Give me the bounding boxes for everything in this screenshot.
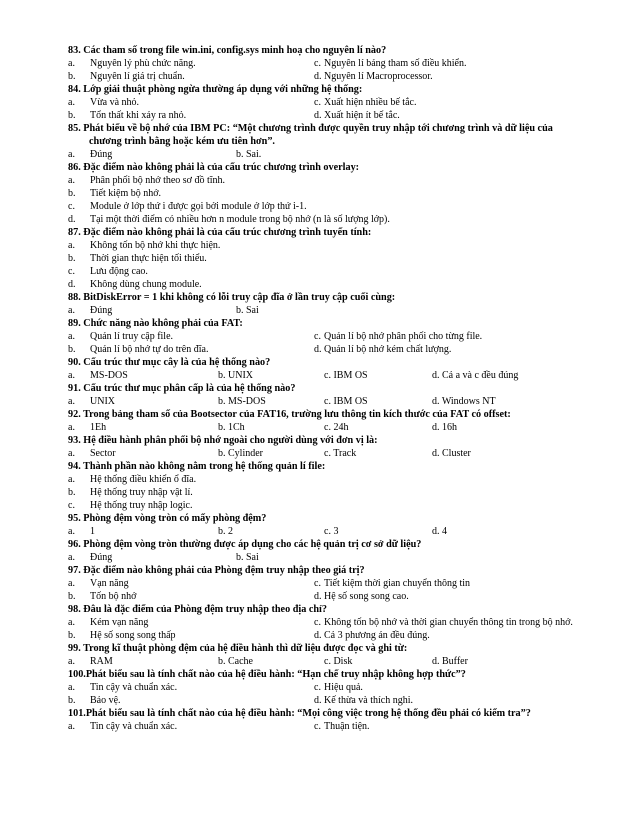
- option-text: d. Cluster: [432, 448, 471, 459]
- option-letter: b.: [68, 487, 76, 498]
- option-letter: c.: [68, 500, 75, 511]
- option-text: Nguyên lý phù chức năng.: [90, 58, 196, 69]
- option-text: b. Sai.: [236, 149, 262, 160]
- option-letter: a.: [68, 370, 75, 381]
- option-letter: a.: [68, 97, 75, 108]
- option-letter: a.: [68, 721, 75, 732]
- option-letter: b.: [68, 344, 76, 355]
- option-text: Phân phối bộ nhớ theo sơ đồ tĩnh.: [90, 175, 226, 186]
- option-text: Nguyên lí bảng tham số điều khiển.: [324, 58, 467, 69]
- option-letter: a.: [68, 552, 75, 563]
- option-text: Thuận tiện.: [324, 721, 370, 732]
- option-letter: c.: [314, 617, 321, 628]
- option-text: Tốn bộ nhớ: [90, 591, 137, 602]
- option-text: Sector: [90, 448, 116, 459]
- option-text: Kém vạn năng: [90, 617, 149, 628]
- question-text: 84. Lớp giải thuật phòng ngừa thường áp dụng với những hệ thống:: [68, 84, 363, 95]
- option-letter: c.: [314, 578, 321, 589]
- option-letter: d.: [314, 110, 322, 121]
- option-text: Hiệu quả.: [324, 682, 363, 693]
- option-letter: b.: [68, 630, 76, 641]
- option-letter: a.: [68, 526, 75, 537]
- option-text: Hệ số song song thấp: [90, 630, 176, 641]
- question-text: 98. Đâu là đặc điểm của Phòng đệm truy nhập theo địa chỉ?: [68, 604, 327, 615]
- option-text: d. 4: [432, 526, 447, 537]
- option-text: b. UNIX: [218, 370, 253, 381]
- option-text: Vừa và nhỏ.: [90, 97, 140, 108]
- option-text: Đúng: [90, 305, 113, 316]
- option-text: Không tốn bộ nhớ và thời gian chuyển thông tin trong bộ nhớ.: [324, 617, 573, 628]
- option-text: Tiết kiệm thời gian chuyển thông tin: [324, 578, 471, 589]
- option-text: Tổn thất khi xảy ra nhỏ.: [90, 110, 187, 121]
- option-letter: c.: [68, 201, 75, 212]
- option-text: b. Cylinder: [218, 448, 263, 459]
- option-letter: a.: [68, 331, 75, 342]
- option-letter: a.: [68, 240, 75, 251]
- option-text: 1Eh: [90, 422, 107, 433]
- question-text: 94. Thành phần nào không nằm trong hệ thống quản lí file:: [68, 461, 326, 472]
- question-text: 96. Phòng đệm vòng tròn thường được áp dụng cho các hệ quản trị cơ sở dữ liệu?: [68, 539, 422, 550]
- question-text: 99. Trong kĩ thuật phòng đệm của hệ điều hành thì dữ liệu được đọc và ghi từ:: [68, 643, 408, 654]
- option-text: Không dùng chung module.: [90, 279, 202, 290]
- option-text: Quản lí truy cập file.: [90, 331, 174, 342]
- question-text: 90. Cấu trúc thư mục cây là của hệ thống nào?: [68, 357, 271, 368]
- option-text: Đúng: [90, 552, 113, 563]
- option-text: Thời gian thực hiện tối thiểu.: [90, 253, 207, 264]
- option-text: b. 1Ch: [218, 422, 245, 433]
- option-text: b. Sai: [236, 552, 259, 563]
- option-text: b. 2: [218, 526, 233, 537]
- option-letter: d.: [314, 71, 322, 82]
- option-text: c. IBM OS: [324, 396, 368, 407]
- option-letter: d.: [314, 344, 322, 355]
- option-letter: a.: [68, 396, 75, 407]
- option-text: Tại một thời điểm có nhiều hơn n module trong bộ nhớ (n là số lượng lớp).: [90, 214, 390, 225]
- option-letter: c.: [314, 58, 321, 69]
- option-letter: a.: [68, 175, 75, 186]
- option-letter: d.: [314, 591, 322, 602]
- option-text: Tin cậy và chuẩn xác.: [90, 721, 178, 732]
- option-text: Nguyên lí giá trị chuẩn.: [90, 71, 185, 82]
- option-text: Không tốn bộ nhớ khi thực hiện.: [90, 240, 221, 251]
- option-text: d. 16h: [432, 422, 457, 433]
- option-text: Cả 3 phương án đều đúng.: [324, 630, 430, 641]
- option-text: Vạn năng: [90, 578, 129, 589]
- option-text: c. Disk: [324, 656, 353, 667]
- option-letter: b.: [68, 591, 76, 602]
- option-text: Xuất hiện ít bế tắc.: [324, 110, 400, 121]
- option-text: Quản lí bộ nhớ kém chất lượng.: [324, 344, 452, 355]
- option-text: Module ở lớp thứ i được gọi bởi module ở lớp thứ i-1.: [90, 201, 307, 212]
- option-letter: a.: [68, 448, 75, 459]
- question-text: 86. Đặc điểm nào không phải là của cấu trúc chương trình overlay:: [68, 162, 360, 173]
- option-letter: b.: [68, 110, 76, 121]
- question-text: 87. Đặc điểm nào không phải là của cấu trúc chương trình tuyến tính:: [68, 227, 372, 238]
- option-letter: a.: [68, 656, 75, 667]
- question-text: 100.Phát biểu sau là tính chất nào của hệ điều hành: “Hạn chế truy nhập không hợp thức”?: [68, 669, 466, 680]
- option-letter: d.: [68, 279, 76, 290]
- question-text: 95. Phòng đệm vòng tròn có mấy phòng đệm?: [68, 513, 267, 524]
- option-text: Bảo vệ.: [90, 695, 121, 706]
- option-letter: c.: [314, 331, 321, 342]
- option-letter: c.: [314, 97, 321, 108]
- option-letter: a.: [68, 578, 75, 589]
- option-letter: a.: [68, 682, 75, 693]
- option-text: Kế thừa và thích nghi.: [324, 695, 414, 706]
- option-letter: b.: [68, 695, 76, 706]
- option-text: 1: [90, 526, 95, 537]
- option-text: MS-DOS: [90, 370, 128, 381]
- option-text: Hệ số song song cao.: [324, 591, 409, 602]
- option-text: RAM: [90, 656, 113, 667]
- question-text: 85. Phát biểu về bộ nhớ của IBM PC: “Một chương trình được quyền truy nhập tới chương trình và dữ liệu của: [68, 123, 553, 134]
- option-text: Hệ thống điều khiển ổ đĩa.: [90, 474, 197, 485]
- option-text: c. Track: [324, 448, 357, 459]
- option-text: d. Windows NT: [432, 396, 496, 407]
- option-text: b. Cache: [218, 656, 253, 667]
- question-text: 83. Các tham số trong file win.ini, config.sys minh hoạ cho nguyên lí nào?: [68, 45, 387, 56]
- option-text: Quản lí bộ nhớ phân phối cho từng file.: [324, 331, 483, 342]
- option-letter: c.: [68, 266, 75, 277]
- option-letter: b.: [68, 71, 76, 82]
- option-letter: a.: [68, 474, 75, 485]
- option-text: Hệ thống truy nhập logic.: [90, 500, 193, 511]
- option-text: Xuất hiện nhiều bế tắc.: [324, 97, 417, 108]
- option-letter: a.: [68, 305, 75, 316]
- option-text: c. 3: [324, 526, 339, 537]
- option-letter: d.: [68, 214, 76, 225]
- option-text: Quản lí bộ nhớ tự do trên đĩa.: [90, 344, 209, 355]
- option-text: Nguyên lí Macroprocessor.: [324, 71, 433, 82]
- option-letter: d.: [314, 695, 322, 706]
- option-text: Tin cậy và chuẩn xác.: [90, 682, 178, 693]
- question-text: 91. Cấu trúc thư mục phân cấp là của hệ thống nào?: [68, 383, 296, 394]
- option-text: Tiết kiệm bộ nhớ.: [90, 188, 162, 199]
- option-text: c. 24h: [324, 422, 349, 433]
- question-text: 101.Phát biểu sau là tính chất nào của hệ điều hành: “Mọi công việc trong hệ thống đều phải có kiểm tra”?: [68, 708, 531, 719]
- option-letter: c.: [314, 682, 321, 693]
- option-text: b. MS-DOS: [218, 396, 266, 407]
- question-text: 97. Đặc điểm nào không phải của Phòng đệm truy nhập theo giá trị?: [68, 565, 365, 576]
- option-text: Hệ thống truy nhập vật lí.: [90, 487, 193, 498]
- option-text: d. Cả a và c đều đúng: [432, 370, 519, 381]
- option-letter: a.: [68, 617, 75, 628]
- option-letter: b.: [68, 188, 76, 199]
- question-text-continuation: chương trình bằng hoặc kém ưu tiên hơn”.: [89, 136, 275, 147]
- option-text: Đúng: [90, 149, 113, 160]
- option-text: d. Buffer: [432, 656, 468, 667]
- question-text: 89. Chức năng nào không phải của FAT:: [68, 318, 243, 329]
- option-letter: a.: [68, 149, 75, 160]
- question-text: 92. Trong bảng tham số của Bootsector của FAT16, trường lưu thông tin kích thước của FAT có offset:: [68, 409, 511, 420]
- option-text: b. Sai: [236, 305, 259, 316]
- option-letter: d.: [314, 630, 322, 641]
- option-letter: a.: [68, 58, 75, 69]
- question-text: 93. Hệ điều hành phân phối bộ nhớ ngoài cho người dùng với đơn vị là:: [68, 435, 378, 446]
- option-letter: a.: [68, 422, 75, 433]
- option-text: c. IBM OS: [324, 370, 368, 381]
- question-text: 88. BitDiskError = 1 khi không có lỗi truy cập đĩa ở lần truy cập cuối cùng:: [68, 292, 396, 303]
- option-text: Lưu động cao.: [90, 266, 148, 277]
- option-letter: c.: [314, 721, 321, 732]
- option-letter: b.: [68, 253, 76, 264]
- option-text: UNIX: [90, 396, 115, 407]
